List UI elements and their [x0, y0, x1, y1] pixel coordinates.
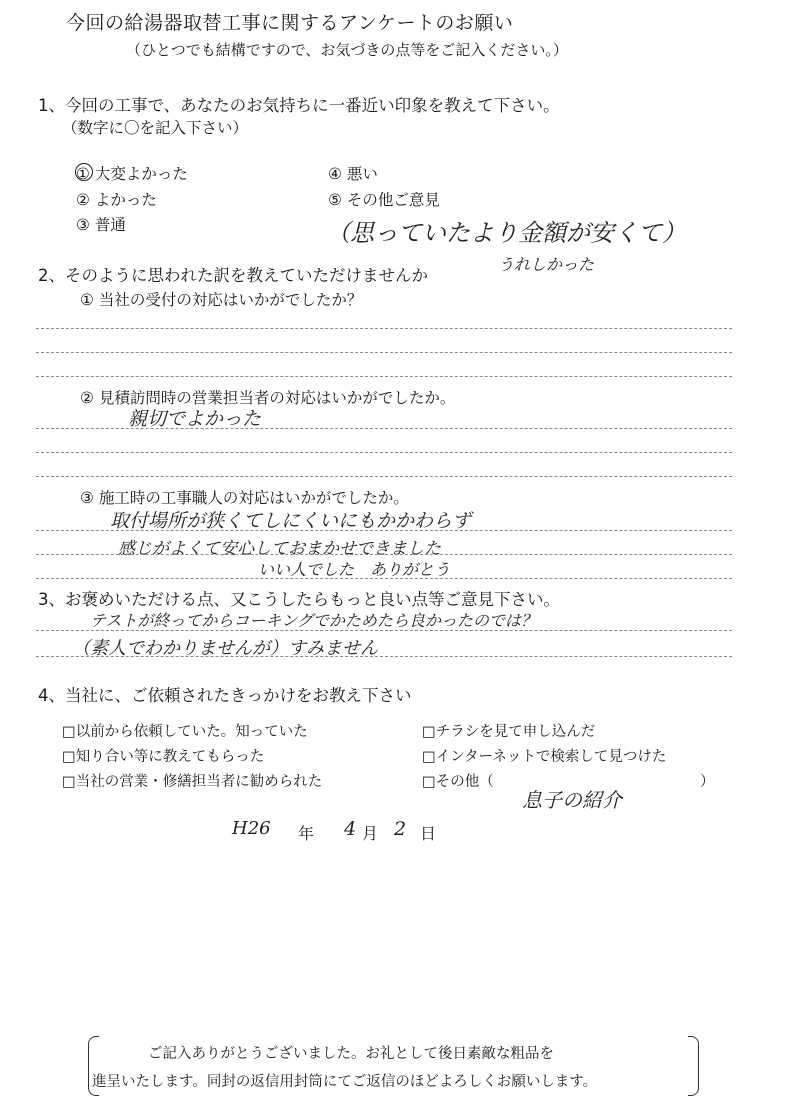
- answer-line: [36, 376, 732, 377]
- q1-option-3[interactable]: ③ 普通: [76, 216, 126, 234]
- answer-line: [36, 630, 732, 631]
- q3-question: 3、お褒めいただける点、又こうしたらもっと良い点等ご意見下さい。: [38, 590, 560, 609]
- page-subtitle: （ひとつでも結構ですので、お気づきの点等をご記入ください。）: [126, 41, 568, 59]
- answer-line: [36, 328, 732, 329]
- footer-line2: 進呈いたします。同封の返信用封筒にてご返信のほどよろしくお願いします。: [92, 1074, 598, 1090]
- answer-line: [36, 530, 732, 531]
- answer-line: [36, 656, 732, 657]
- q2-question: 2、そのように思われた訳を教えていただけませんか: [38, 266, 428, 285]
- q4-checkbox-internet[interactable]: □インターネットで検索して見つけた: [422, 749, 667, 765]
- answer-line: [36, 428, 732, 429]
- q1-option-4[interactable]: ④ 悪い: [328, 165, 378, 183]
- q2-sub2-answer: 親切でよかった: [128, 408, 262, 430]
- q1-handwritten-line2: うれしかった: [498, 255, 595, 274]
- q4-other-close-paren: ）: [700, 774, 715, 790]
- q4-checkbox-referral[interactable]: □知り合い等に教えてもらった: [62, 749, 265, 765]
- q3-answer-line2: （素人でわかりませんが）すみません: [72, 638, 378, 659]
- q2-sub3-answer-line2: 感じがよくて安心しておまかせできました: [118, 539, 441, 559]
- q4-checkbox-known-before[interactable]: □以前から依頼していた。知っていた: [62, 724, 308, 740]
- q2-sub3-answer-line3: いい人でした ありがとう: [258, 560, 451, 579]
- q1-handwritten-line1: （思っていたより金額が安くて）: [326, 219, 686, 247]
- date-day: 2: [394, 818, 407, 840]
- q1-option-1[interactable]: ① 大変よかった: [76, 165, 188, 183]
- q4-checkbox-sales-rep[interactable]: □当社の営業・修繕担当者に勧められた: [62, 774, 323, 790]
- q1-instruction: （数字に〇を記入下さい）: [62, 119, 249, 137]
- date-year-label: 年: [298, 824, 315, 843]
- q4-checkbox-other[interactable]: □その他（: [422, 774, 494, 790]
- q4-question: 4、当社に、ご依頼されたきっかけをお教え下さい: [38, 686, 412, 705]
- q3-answer-line1: テストが終ってからコーキングでかためたら良かったのでは？: [90, 611, 537, 630]
- page-title: 今回の給湯器取替工事に関するアンケートのお願い: [66, 12, 514, 34]
- answer-line: [36, 554, 732, 555]
- date-month-label: 月: [362, 824, 379, 843]
- answer-line: [36, 578, 732, 579]
- q2-sub1: ① 当社の受付の対応はいかがでしたか？: [80, 291, 363, 309]
- q2-sub3-answer-line1: 取付場所が狭くてしにくいにもかかわらず: [110, 510, 472, 532]
- date-month: 4: [344, 818, 357, 840]
- q1-option-5[interactable]: ⑤ その他ご意見: [328, 191, 440, 209]
- footer-bracket-right: [688, 1036, 699, 1096]
- q1-question: 1、今回の工事で、あなたのお気持ちに一番近い印象を教えて下さい。: [38, 96, 560, 115]
- answer-line: [36, 452, 732, 453]
- footer-line1: ご記入ありがとうございました。お礼として後日素敵な粗品を: [148, 1046, 554, 1062]
- date-day-label: 日: [420, 824, 437, 843]
- answer-line: [36, 352, 732, 353]
- q4-other-handwritten: 息子の紹介: [522, 788, 622, 812]
- date-era-year: H26: [232, 818, 271, 839]
- q4-checkbox-flyer[interactable]: □チラシを見て申し込んだ: [422, 724, 596, 740]
- q2-sub2: ② 見積訪問時の営業担当者の対応はいかがでしたか。: [80, 389, 456, 407]
- q1-option-2[interactable]: ② よかった: [76, 191, 157, 209]
- q2-sub3: ③ 施工時の工事職人の対応はいかがでしたか。: [80, 489, 409, 507]
- answer-line: [36, 476, 732, 477]
